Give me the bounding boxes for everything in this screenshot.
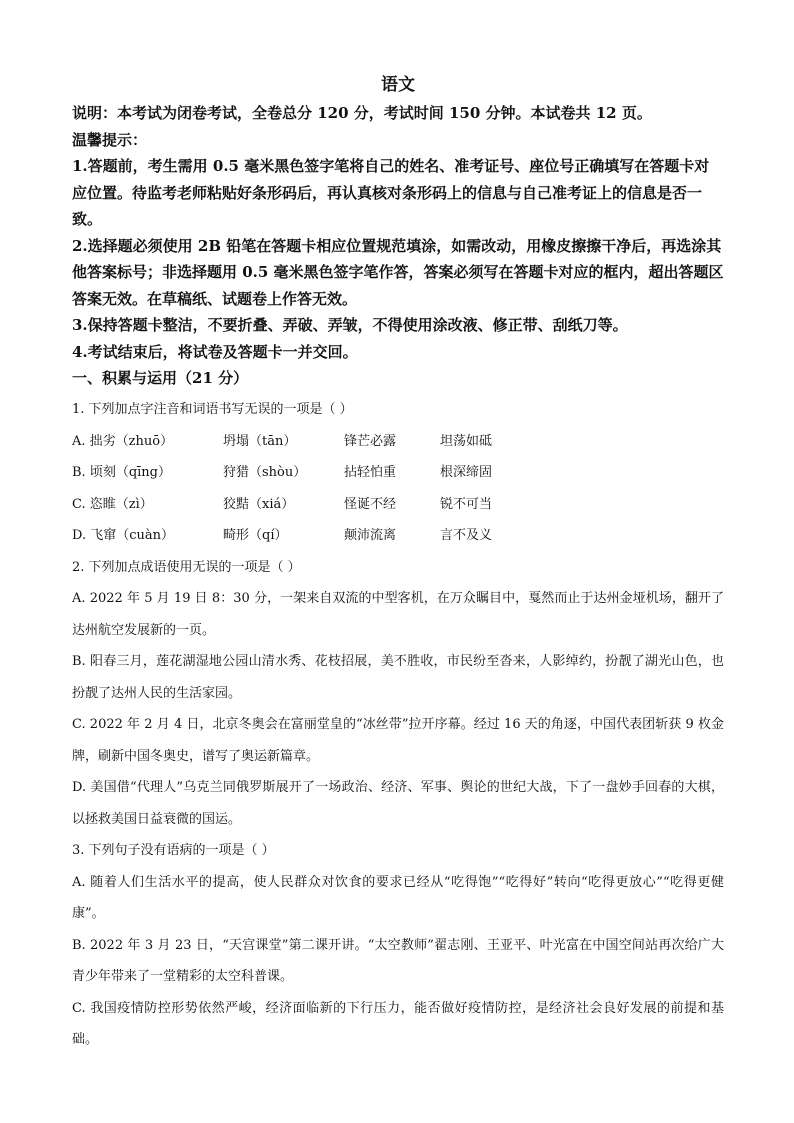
tip-1: 1.答题前，考生需用 0.5 毫米黑色签字笔将自己的姓名、准考证号、座位号正确填写在答题卡对应位置。待监考老师粘贴好条形码后，再认真核对条形码上的信息与自己准考证上的信息是否一致。 — [72, 157, 710, 228]
question-1-option-b — [72, 457, 724, 489]
option-cell: 拈轻怕重 — [344, 465, 397, 480]
option-cell: 狡黠（xiá） — [223, 496, 295, 512]
option-cell: 言不及义 — [440, 528, 493, 543]
section-heading: 一、积累与运用（21 分） — [72, 369, 249, 387]
question-2-option-a: A. 2022 年 5 月 19 日 8：30 分，一架来自双流的中型客机，在万众瞩目中，戛然而止于达州金垭机场，翻开了达州航空发展新的一页。 — [72, 591, 724, 638]
tip-2: 2.选择题必须使用 2B 铅笔在答题卡相应位置规范填涂，如需改动，用橡皮擦擦干净后，再选涂其他答案标号；非选择题用 0.5 毫米黑色签字笔作答，答案必须写在答题卡对应的框内，超出答题区答案无效。在草稿纸、试题卷上作答无效。 — [72, 236, 724, 308]
tip-3: 3.保持答题卡整洁，不要折叠、弄破、弄皱，不得使用涂改液、修正带、刮纸刀等。 — [72, 316, 628, 334]
tip-4: 4.考试结束后，将试卷及答题卡一并交回。 — [72, 342, 358, 361]
option-cell: 狩猎（shòu） — [223, 465, 307, 480]
option-cell: 坦荡如砥 — [440, 433, 493, 449]
option-cell: D. 飞窜（cuàn） — [72, 528, 175, 543]
question-2-option-d: D. 美国借“代理人”乌克兰同俄罗斯展开了一场政治、经济、军事、舆论的世纪大战，下了一盘妙手回春的大棋，以拯救美国日益衰微的国运。 — [72, 780, 724, 827]
instructions — [72, 100, 724, 365]
option-cell: 根深缔固 — [440, 465, 493, 480]
question-3-stem: 3. 下列句子没有语病的一项是（ ） — [72, 843, 275, 858]
option-cell: 畸形（qí） — [223, 528, 288, 543]
question-1-stem: 1. 下列加点字注音和词语书写无误的一项是（ ） — [72, 402, 353, 417]
option-cell: 锐不可当 — [440, 496, 493, 512]
question-1-option-a — [72, 426, 724, 458]
intro-text: 说明：本考试为闭卷考试，全卷总分 120 分，考试时间 150 分钟。本试卷共 12 页。 — [72, 104, 652, 122]
question-3-option-a: A. 随着人们生活水平的提高，使人民群众对饮食的要求已经从“吃得饱”“吃得好”转向“吃得更放心”“吃得更健康”。 — [72, 874, 724, 921]
option-cell: 坍塌（tān） — [223, 433, 297, 449]
question-2-stem: 2. 下列加点成语使用无误的一项是（ ） — [72, 559, 301, 575]
question-1-option-d — [72, 520, 724, 552]
option-cell: 怪诞不经 — [344, 496, 397, 512]
tips-heading: 温馨提示： — [72, 130, 148, 149]
exam-page — [72, 74, 724, 1056]
question-3-option-c: C. 我国疫情防控形势依然严峻，经济面临新的下行压力，能否做好疫情防控，是经济社会良好发展的前提和基础。 — [72, 1000, 724, 1047]
question-2-option-b: B. 阳春三月，莲花湖湿地公园山清水秀、花枝招展，美不胜收，市民纷至沓来，人影绰约，扮靓了湖光山色，也扮靓了达州人民的生活家园。 — [72, 654, 724, 701]
question-1-option-c — [72, 489, 724, 521]
option-cell: 锋芒必露 — [344, 433, 397, 449]
option-cell: B. 顷刻（qīng） — [72, 465, 171, 480]
option-cell: 颠沛流离 — [344, 528, 397, 543]
question-2-option-c: C. 2022 年 2 月 4 日，北京冬奥会在富丽堂皇的“冰丝带”拉开序幕。经过 16 天的角逐，中国代表团斩获 9 枚金牌，刷新中国冬奥史，谱写了奥运新篇章。 — [72, 717, 724, 764]
question-3-option-b: B. 2022 年 3 月 23 日，“天宫课堂”第二课开讲。“太空教师”翟志刚、王亚平、叶光富在中国空间站再次给广大青少年带来了一堂精彩的太空科普课。 — [72, 937, 724, 984]
exam-title: 语文 — [381, 75, 415, 95]
option-cell: C. 恣睢（zì） — [72, 496, 153, 512]
option-cell: A. 拙劣（zhuō） — [72, 433, 174, 449]
